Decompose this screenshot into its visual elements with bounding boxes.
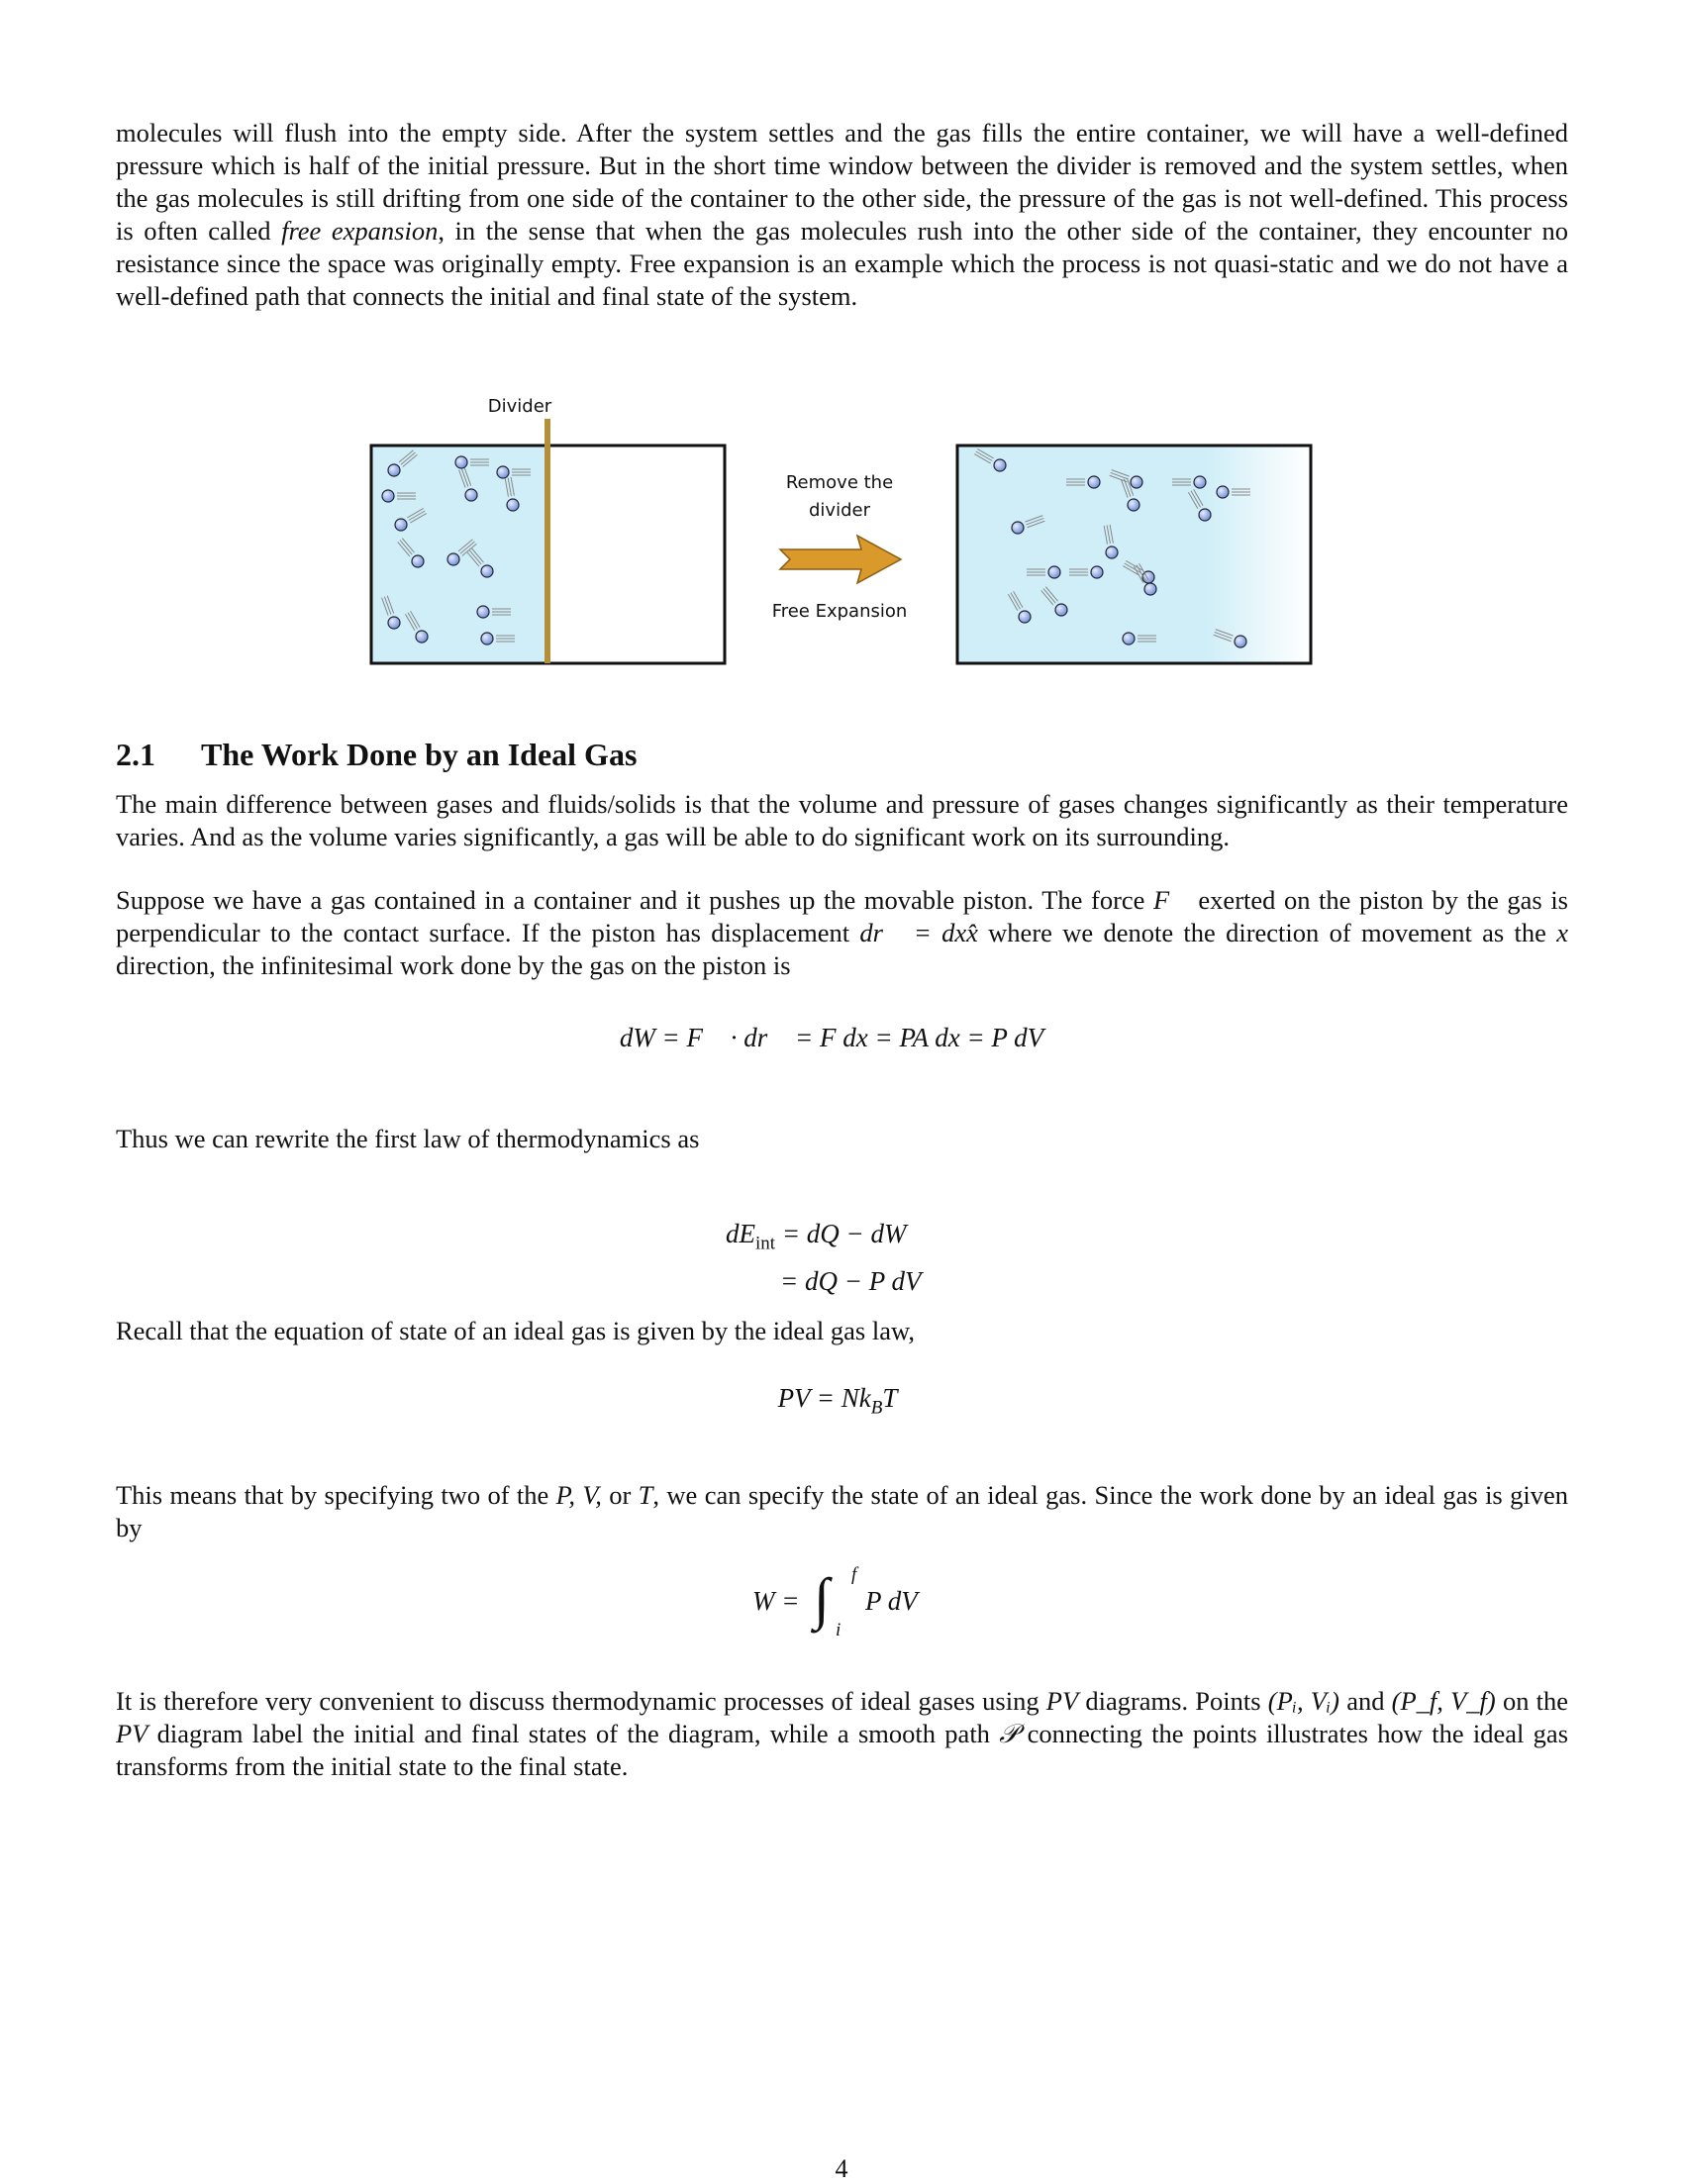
free-expansion-figure	[366, 391, 1336, 688]
math-vars: P, V,	[555, 1480, 602, 1510]
first-law-line2: = dQ − P dV	[780, 1266, 922, 1297]
text: Suppose we have a gas contained in a container and it pushes up the movable piston. The force	[116, 885, 1154, 915]
paragraph-piston	[116, 884, 1568, 982]
remove-label-line2: divider	[809, 500, 870, 521]
page-number: 4	[835, 2154, 848, 2183]
paragraph-state	[116, 1479, 1568, 1544]
process-label: Free Expansion	[771, 601, 908, 622]
text: This means that by specifying two of the	[116, 1480, 556, 1510]
paragraph-free-expansion	[116, 117, 1568, 313]
equation-work: dW = F⃗ · dr⃗ = F dx = PA dx = P dV	[619, 1023, 1044, 1052]
term-free-expansion: free expansion	[281, 216, 439, 246]
remove-label-line1: Remove the	[785, 472, 894, 493]
text: , in the sense that when the gas molecules rush into the other side of the container, they encounter no resistance since the space was originally empty. Free expansion is an example which the process is not quasi-static and we do not have a well-defined path that connects the initial and final state of the system.	[116, 216, 1568, 311]
math-force: F⃗	[1153, 885, 1190, 915]
paragraph-gas-vs-solids: The main difference between gases and fluids/solids is that the volume and pressure of gases changes significantly as their temperature varies. And as the volume varies significantly, a gas will be able to do significant work on its surrounding.	[116, 789, 1568, 851]
integral-sign: ∫	[814, 1566, 830, 1631]
section-heading	[116, 737, 637, 773]
text: where we denote the direction of movement as the	[977, 918, 1557, 947]
equation-ideal-gas-law: PV = $Nk_BT$	[777, 1383, 898, 1419]
text: exerted on the piston by the gas is perpendicular to the contact surface. If the piston has displacement	[116, 885, 1568, 947]
section-number: 2.1	[116, 737, 155, 772]
divider-bar	[544, 419, 550, 663]
paragraph-pv-diagrams: It is therefore very convenient to discuss thermodynamic processes of ideal gases using PV diagrams. Points (Pᵢ, Vᵢ) and (P_f, V_f) on the PV diagram label the initial and final states of the diagram, while a smooth path 𝒫 connecting the points illustrates how the ideal gas transforms from the initial state to the final state.	[116, 1686, 1569, 1781]
math-displacement: dr⃗ = dxx̂	[859, 918, 978, 947]
text: or	[601, 1480, 639, 1510]
container-before	[371, 419, 725, 663]
paragraph-ideal-gas-law: Recall that the equation of state of an ideal gas is given by the ideal gas law,	[116, 1316, 916, 1345]
equation-integral: W = ∫ f i P dV	[752, 1564, 918, 1640]
text: molecules will flush into the empty side. After the system settles and the gas fills the entire container, we will have a well-defined pressure which is half of the initial pressure. But in the short time window between the divider is removed and the system settles, when the gas molecules is still drifting from one side of the container to the other side, the pressure of the gas is not well-defined. This process is often called	[116, 118, 1568, 246]
section-title: The Work Done by an Ideal Gas	[201, 737, 638, 772]
text: , we can specify the state of an ideal gas. Since the work done by an ideal gas is given by	[116, 1480, 1568, 1542]
text: direction, the infinitesimal work done by the gas on the piston is	[116, 950, 791, 980]
text: It is therefore very convenient to discuss thermodynamic processes of ideal gases using	[116, 1686, 1046, 1716]
first-law-line1: $dE_{int}$ = dQ − dW	[726, 1219, 907, 1254]
divider-label: Divider	[487, 396, 552, 417]
math-x: x	[1556, 918, 1568, 947]
equation-first-law	[726, 1215, 921, 1300]
paragraph-first-law: Thus we can rewrite the first law of thermodynamics as	[116, 1124, 700, 1153]
process-arrow	[780, 536, 901, 583]
container-after	[957, 446, 1311, 663]
math-t: T	[638, 1480, 653, 1510]
